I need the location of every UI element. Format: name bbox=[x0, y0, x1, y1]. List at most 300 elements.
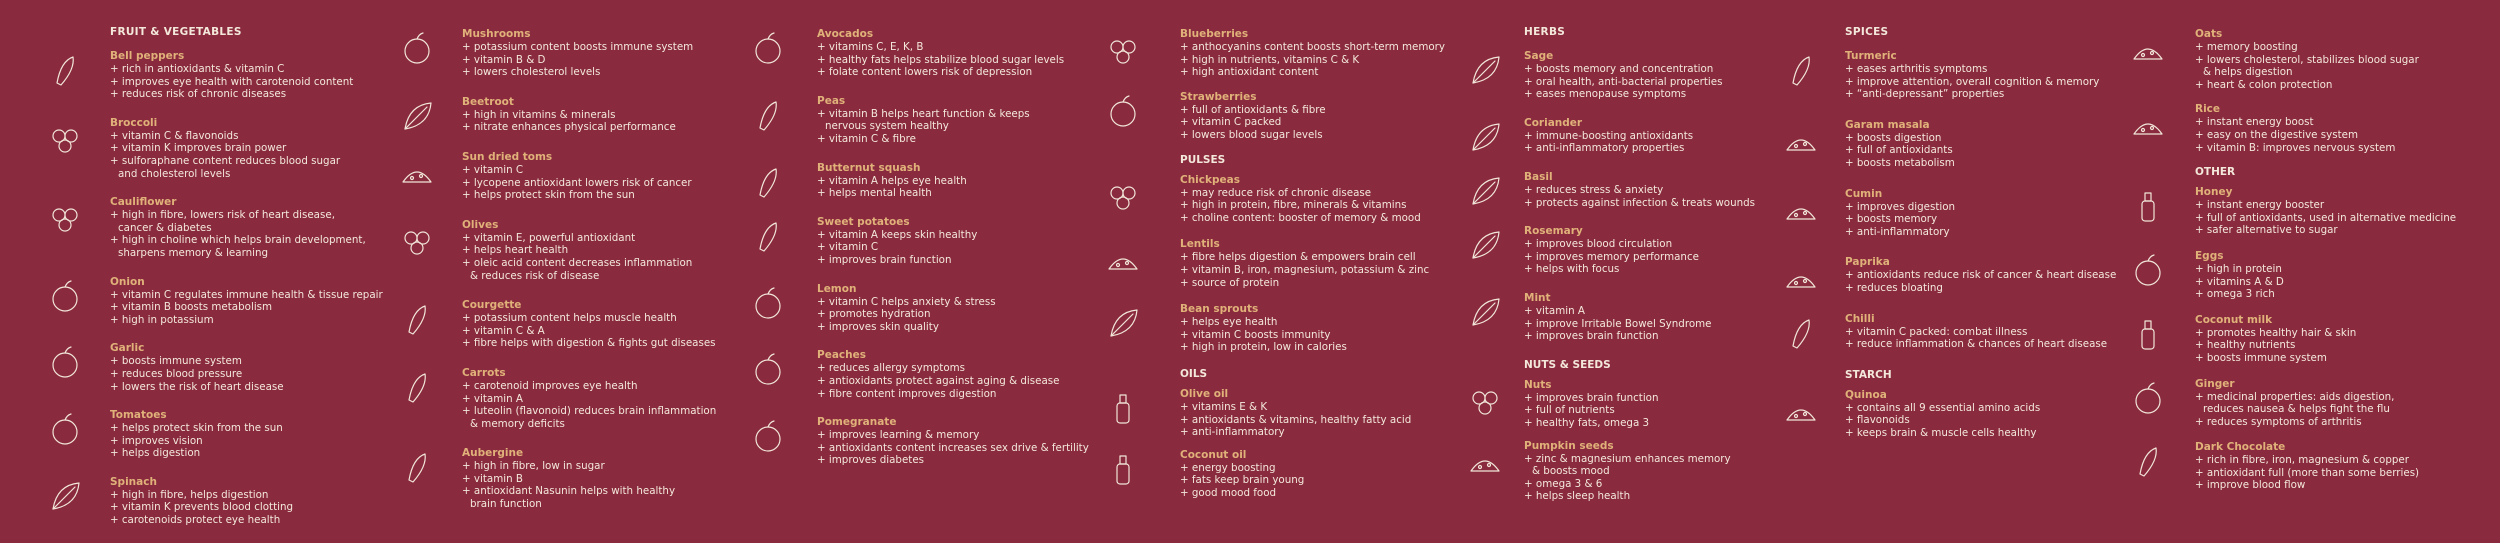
turmeric-icon bbox=[1780, 50, 1822, 92]
benefit-line: + healthy fats, omega 3 bbox=[1524, 416, 1650, 429]
food-item-name: Turmeric bbox=[1845, 50, 1897, 62]
benefit-line: + easy on the digestive system bbox=[2195, 128, 2359, 141]
section-heading-starch: STARCH bbox=[1845, 368, 1892, 381]
benefit-line: & boosts mood bbox=[1532, 465, 1610, 478]
benefit-line: and cholesterol levels bbox=[118, 167, 231, 180]
benefit-line: + helps with focus bbox=[1524, 263, 1620, 276]
food-item-name: Chilli bbox=[1845, 312, 1875, 325]
garam-masala-icon bbox=[1780, 119, 1822, 161]
food-item-name: Pumpkin seeds bbox=[1524, 439, 1614, 452]
benefit-line: + antioxidants reduce risk of cancer & heart disease bbox=[1845, 269, 2117, 282]
benefit-line: + vitamins A & D bbox=[2195, 275, 2284, 288]
benefit-line: + vitamin E, powerful antioxidant bbox=[462, 231, 636, 244]
benefit-line: + vitamin C & fibre bbox=[817, 132, 917, 145]
food-item-garlic bbox=[110, 342, 383, 393]
onion-icon bbox=[44, 276, 86, 318]
benefit-line: + zinc & magnesium enhances memory bbox=[1524, 452, 1731, 465]
benefit-line: + helps eye health bbox=[1180, 316, 1278, 329]
benefit-line: + carotenoids protect eye health bbox=[110, 514, 281, 527]
benefit-line: + oral health, anti-bacterial properties bbox=[1524, 75, 1723, 88]
benefit-line: + full of nutrients bbox=[1524, 404, 1615, 417]
food-item-name: Coconut milk bbox=[2195, 313, 2273, 326]
benefit-line: + vitamin C & A bbox=[462, 324, 545, 337]
benefit-line: brain function bbox=[470, 498, 542, 511]
food-item-name: Mushrooms bbox=[462, 28, 531, 40]
food-item-name: Broccoli bbox=[110, 116, 158, 129]
food-item-basil bbox=[1524, 171, 1755, 209]
benefit-line: + antioxidant Nasunin helps with healthy bbox=[462, 485, 676, 498]
benefit-line: + vitamin K improves brain power bbox=[110, 142, 287, 155]
benefit-line: + full of antioxidants & fibre bbox=[1180, 103, 1326, 116]
olives-icon bbox=[396, 219, 438, 261]
olive-oil-icon bbox=[1102, 388, 1144, 430]
rosemary-icon bbox=[1464, 225, 1506, 267]
benefit-line: + antioxidants & vitamins, healthy fatty acid bbox=[1180, 413, 1412, 426]
carrots-icon bbox=[396, 367, 438, 409]
food-item-name: Basil bbox=[1524, 170, 1553, 183]
quinoa-icon bbox=[1780, 389, 1822, 431]
benefit-line: + medicinal properties: aids digestion, bbox=[2195, 390, 2395, 403]
food-item-name: Quinoa bbox=[1845, 388, 1887, 401]
section-heading-other: OTHER bbox=[2195, 166, 2236, 179]
benefit-line: + vitamin C bbox=[817, 241, 879, 254]
food-item-name: Sun dried toms bbox=[462, 150, 553, 163]
food-item-name: Chickpeas bbox=[1180, 173, 1240, 186]
section-heading-herbs: HERBS bbox=[1524, 26, 1566, 38]
food-item-paprika bbox=[1845, 256, 2116, 294]
food-item-name: Pomegranate bbox=[817, 416, 897, 429]
food-item-lentils bbox=[1180, 238, 1445, 289]
food-item-carrots bbox=[462, 367, 716, 430]
food-item-name: Spinach bbox=[110, 475, 157, 488]
benefit-line: + immune-boosting antioxidants bbox=[1524, 129, 1694, 142]
oats-icon bbox=[2127, 28, 2169, 70]
benefit-line: + rich in antioxidants & vitamin C bbox=[110, 63, 285, 75]
food-item-name: Beetroot bbox=[462, 95, 514, 108]
food-item-quinoa bbox=[1845, 389, 2116, 440]
benefit-line: + sulforaphane content reduces blood sugar bbox=[110, 154, 341, 167]
benefit-line: + reduces bloating bbox=[1845, 281, 1943, 294]
benefit-line: + vitamin C regulates immune health & tissue repair bbox=[110, 288, 383, 301]
benefit-line: + luteolin (flavonoid) reduces brain inflammation bbox=[462, 405, 717, 418]
bell-peppers-icon bbox=[44, 50, 86, 92]
benefit-line: + reduces symptoms of arthritis bbox=[2195, 415, 2362, 428]
benefit-line: + improves brain function bbox=[1524, 391, 1659, 404]
food-item-name: Cumin bbox=[1845, 187, 1883, 200]
food-item-name: Onion bbox=[110, 275, 145, 288]
food-item-name: Dark Chocolate bbox=[2195, 441, 2286, 454]
food-item-ginger bbox=[2195, 378, 2456, 429]
benefit-line: + antioxidants protect against aging & disease bbox=[817, 374, 1060, 387]
food-item-name: Bean sprouts bbox=[1180, 303, 1259, 316]
benefit-line: + good mood food bbox=[1180, 486, 1277, 499]
food-item-name: Avocados bbox=[817, 28, 874, 40]
benefit-line: + improves blood circulation bbox=[1524, 238, 1673, 251]
benefit-line: + anti-inflammatory bbox=[1180, 426, 1285, 439]
benefit-line: + high in protein bbox=[2195, 262, 2282, 275]
food-item-name: Mint bbox=[1524, 291, 1551, 304]
benefit-line: + improves brain function bbox=[817, 253, 952, 266]
garlic-icon bbox=[44, 342, 86, 384]
food-item-name: Coconut oil bbox=[1180, 448, 1247, 461]
benefit-line: + lowers cholesterol, stabilizes blood sugar bbox=[2195, 53, 2419, 66]
benefit-line: + vitamin B bbox=[462, 472, 523, 485]
butternut-squash-icon bbox=[747, 162, 789, 204]
benefit-line: + eases arthritis symptoms bbox=[1845, 63, 1988, 75]
benefit-line: + improves brain function bbox=[1524, 330, 1659, 343]
eggs-icon bbox=[2127, 250, 2169, 292]
sun-dried-toms-icon bbox=[396, 151, 438, 193]
food-item-name: Sweet potatoes bbox=[817, 215, 910, 228]
benefit-line: + improves eye health with carotenoid content bbox=[110, 75, 354, 88]
benefit-line: + reduces allergy symptoms bbox=[817, 362, 966, 375]
benefit-line: sharpens memory & learning bbox=[118, 246, 269, 259]
food-item-spinach bbox=[110, 476, 383, 527]
peas-icon bbox=[747, 95, 789, 137]
food-item-dark-chocolate bbox=[2195, 441, 2456, 492]
benefit-line: + anti-inflammatory properties bbox=[1524, 142, 1685, 155]
benefit-line: + boosts memory and concentration bbox=[1524, 63, 1714, 75]
benefit-line: + fats keep brain young bbox=[1180, 474, 1305, 487]
chickpeas-icon bbox=[1102, 174, 1144, 216]
benefit-line: + promotes hydration bbox=[817, 308, 931, 321]
section-heading-spices: SPICES bbox=[1845, 26, 1889, 38]
section-heading-fruit-veg: FRUIT & VEGETABLES bbox=[110, 26, 242, 38]
food-item-rice bbox=[2195, 103, 2456, 154]
food-item-strawberries bbox=[1180, 91, 1445, 142]
food-item-name: Garlic bbox=[110, 342, 145, 355]
benefit-line: + fibre helps digestion & empowers brain cell bbox=[1180, 251, 1416, 264]
benefit-line: + instant energy booster bbox=[2195, 199, 2325, 212]
benefit-line: + protects against infection & treats wounds bbox=[1524, 196, 1756, 209]
benefit-line: + vitamin C boosts immunity bbox=[1180, 328, 1331, 341]
benefit-line: + reduces stress & anxiety bbox=[1524, 183, 1664, 196]
food-item-chilli bbox=[1845, 313, 2116, 351]
lemon-icon bbox=[747, 283, 789, 325]
benefit-line: + vitamins E & K bbox=[1180, 400, 1268, 413]
benefit-line: + vitamin C packed: combat illness bbox=[1845, 325, 2028, 338]
benefit-line: + nitrate enhances physical performance bbox=[462, 121, 676, 134]
benefit-line: + vitamin C helps anxiety & stress bbox=[817, 295, 996, 308]
cumin-icon bbox=[1780, 188, 1822, 230]
food-item-honey bbox=[2195, 186, 2456, 237]
beetroot-icon bbox=[396, 96, 438, 138]
benefit-line: + choline content: booster of memory & mood bbox=[1180, 211, 1421, 224]
food-item-sweet-potatoes bbox=[817, 216, 1089, 267]
blueberries-icon bbox=[1102, 28, 1144, 70]
benefit-line: + flavonoids bbox=[1845, 414, 1910, 427]
food-item-oats bbox=[2195, 28, 2456, 91]
benefit-line: + high in fibre, low in sugar bbox=[462, 460, 605, 473]
benefit-line: + helps heart health bbox=[462, 244, 569, 257]
sweet-potatoes-icon bbox=[747, 216, 789, 258]
fruit-veg-column-3 bbox=[817, 28, 1089, 483]
benefit-line: + energy boosting bbox=[1180, 461, 1276, 474]
benefit-line: + helps mental health bbox=[817, 187, 932, 200]
benefit-line: + improve blood flow bbox=[2195, 479, 2306, 492]
food-item-nuts bbox=[1524, 379, 1755, 430]
pumpkin-seeds-icon bbox=[1464, 440, 1506, 482]
benefit-line: + vitamin A helps eye health bbox=[817, 174, 967, 187]
food-item-avocados bbox=[817, 28, 1089, 79]
benefit-line: + anti-inflammatory bbox=[1845, 225, 1950, 238]
bean-sprouts-icon bbox=[1102, 303, 1144, 345]
benefit-line: + contains all 9 essential amino acids bbox=[1845, 401, 2041, 414]
benefit-line: + improves vision bbox=[110, 434, 203, 447]
benefit-line: + high in vitamins & minerals bbox=[462, 108, 616, 121]
food-item-mint bbox=[1524, 292, 1755, 343]
food-item-bell-peppers bbox=[110, 50, 383, 101]
coriander-icon bbox=[1464, 117, 1506, 159]
food-item-pumpkin-seeds bbox=[1524, 440, 1755, 503]
benefit-line: + improve attention, overall cognition & memory bbox=[1845, 75, 2100, 88]
food-item-name: Eggs bbox=[2195, 249, 2224, 262]
benefit-line: + helps digestion bbox=[110, 447, 201, 460]
paprika-icon bbox=[1780, 256, 1822, 298]
food-item-bean-sprouts bbox=[1180, 303, 1445, 354]
food-item-pomegranate bbox=[817, 416, 1089, 467]
benefit-line: + omega 3 & 6 bbox=[1524, 477, 1603, 490]
benefit-line: + boosts immune system bbox=[2195, 351, 2327, 364]
lentils-icon bbox=[1102, 238, 1144, 280]
section-heading-pulses: PULSES bbox=[1180, 153, 1226, 166]
food-item-name: Honey bbox=[2195, 186, 2233, 199]
food-item-courgette bbox=[462, 299, 716, 350]
section-heading-nuts-seeds: NUTS & SEEDS bbox=[1524, 358, 1611, 371]
benefit-line: + high in nutrients, vitamins C & K bbox=[1180, 53, 1360, 66]
food-item-name: Butternut squash bbox=[817, 161, 921, 174]
benefit-line: + promotes healthy hair & skin bbox=[2195, 326, 2357, 339]
food-item-name: Olives bbox=[462, 218, 499, 231]
food-item-peas bbox=[817, 95, 1089, 146]
benefit-line: nervous system healthy bbox=[825, 120, 949, 133]
benefit-line: + vitamin C & flavonoids bbox=[110, 129, 239, 142]
benefit-line: + high in potassium bbox=[110, 313, 214, 326]
rice-icon bbox=[2127, 103, 2169, 145]
benefit-line: + vitamin B: improves nervous system bbox=[2195, 141, 2396, 154]
food-item-name: Nuts bbox=[1524, 378, 1552, 391]
food-item-olive-oil bbox=[1180, 388, 1445, 439]
benefit-line: + heart & colon protection bbox=[2195, 78, 2333, 91]
benefit-line: + vitamin B helps heart function & keeps bbox=[817, 107, 1030, 120]
sage-icon bbox=[1464, 50, 1506, 92]
food-item-tomatoes bbox=[110, 409, 383, 460]
food-item-name: Sage bbox=[1524, 50, 1554, 62]
food-item-lemon bbox=[817, 283, 1089, 334]
food-item-name: Bell peppers bbox=[110, 50, 185, 62]
benefit-line: + improves memory performance bbox=[1524, 250, 1699, 263]
benefit-line: + high in fibre, lowers risk of heart disease, bbox=[110, 209, 335, 222]
food-item-name: Lentils bbox=[1180, 238, 1220, 251]
fruit-veg-column-2 bbox=[462, 28, 716, 528]
berries-pulses-oils-column bbox=[1180, 28, 1445, 509]
coconut-milk-icon bbox=[2127, 314, 2169, 356]
benefit-line: + antioxidants content increases sex drive & fertility bbox=[817, 441, 1089, 454]
benefit-line: + reduces blood pressure bbox=[110, 367, 243, 380]
courgette-icon bbox=[396, 299, 438, 341]
benefit-line: + omega 3 rich bbox=[2195, 288, 2275, 301]
benefit-line: + improves learning & memory bbox=[817, 429, 980, 442]
benefit-line: + boosts memory bbox=[1845, 213, 1938, 226]
food-item-name: Ginger bbox=[2195, 377, 2235, 390]
benefit-line: + instant energy boost bbox=[2195, 116, 2314, 129]
peaches-icon bbox=[747, 349, 789, 391]
benefit-line: + helps sleep health bbox=[1524, 490, 1631, 503]
tomatoes-icon bbox=[44, 409, 86, 451]
grains-other-column bbox=[2195, 28, 2456, 505]
benefit-line: + “anti-depressant” properties bbox=[1845, 88, 2005, 101]
food-item-name: Carrots bbox=[462, 366, 506, 379]
honey-icon bbox=[2127, 186, 2169, 228]
food-item-cauliflower bbox=[110, 196, 383, 259]
food-item-name: Coriander bbox=[1524, 116, 1583, 129]
food-item-name: Aubergine bbox=[462, 447, 524, 460]
food-item-eggs bbox=[2195, 250, 2456, 301]
benefit-line: & memory deficits bbox=[470, 417, 565, 430]
herbs-nuts-column bbox=[1524, 26, 1755, 513]
benefit-line: + improve Irritable Bowel Syndrome bbox=[1524, 317, 1712, 330]
benefit-line: + vitamin A keeps skin healthy bbox=[817, 228, 978, 241]
benefit-line: + vitamin C bbox=[462, 163, 524, 176]
benefit-line: + carotenoid improves eye health bbox=[462, 379, 638, 392]
benefit-line: + vitamin B & D bbox=[462, 53, 546, 66]
benefit-line: + fibre content improves digestion bbox=[817, 387, 997, 400]
food-item-sun-dried-toms bbox=[462, 151, 716, 202]
benefit-line: + potassium content boosts immune system bbox=[462, 41, 694, 53]
broccoli-icon bbox=[44, 117, 86, 159]
benefit-line: + potassium content helps muscle health bbox=[462, 312, 677, 325]
benefit-line: + anthocyanins content boosts short-term memory bbox=[1180, 41, 1446, 53]
pomegranate-icon bbox=[747, 416, 789, 458]
benefit-line: & helps digestion bbox=[2203, 66, 2293, 79]
mushrooms-icon bbox=[396, 28, 438, 70]
food-item-name: Rosemary bbox=[1524, 225, 1583, 238]
benefit-line: + high antioxidant content bbox=[1180, 66, 1319, 79]
aubergine-icon bbox=[396, 447, 438, 489]
nuts-icon bbox=[1464, 379, 1506, 421]
food-item-olives bbox=[462, 219, 716, 282]
food-item-peaches bbox=[817, 349, 1089, 400]
benefit-line: + vitamin B, iron, magnesium, potassium & zinc bbox=[1180, 263, 1430, 276]
food-item-name: Peaches bbox=[817, 349, 866, 362]
benefit-line: + safer alternative to sugar bbox=[2195, 224, 2338, 237]
food-item-aubergine bbox=[462, 447, 716, 510]
food-item-coriander bbox=[1524, 117, 1755, 155]
benefit-line: + boosts immune system bbox=[110, 355, 242, 368]
benefit-line: + helps protect skin from the sun bbox=[110, 422, 283, 435]
food-item-cumin bbox=[1845, 188, 2116, 239]
food-item-mushrooms bbox=[462, 28, 716, 79]
benefit-line: + antioxidant full (more than some berries) bbox=[2195, 466, 2420, 479]
benefit-line: + lowers blood sugar levels bbox=[1180, 128, 1323, 141]
food-item-name: Tomatoes bbox=[110, 409, 167, 422]
benefit-line: + improves skin quality bbox=[817, 320, 939, 333]
fruit-veg-column bbox=[110, 26, 383, 543]
food-item-name: Cauliflower bbox=[110, 196, 177, 209]
spices-starch-column bbox=[1845, 26, 2116, 450]
cauliflower-icon bbox=[44, 196, 86, 238]
food-item-chickpeas bbox=[1180, 174, 1445, 225]
benefit-line: + high in protein, low in calories bbox=[1180, 341, 1347, 354]
benefit-line: + lowers cholesterol levels bbox=[462, 66, 601, 79]
benefit-line: + vitamin C packed bbox=[1180, 116, 1282, 129]
benefit-line: + vitamin B boosts metabolism bbox=[110, 301, 273, 314]
strawberries-icon bbox=[1102, 91, 1144, 133]
food-item-butternut-squash bbox=[817, 162, 1089, 200]
spinach-icon bbox=[44, 476, 86, 518]
benefit-line: + folate content lowers risk of depression bbox=[817, 66, 1033, 79]
benefit-line: + vitamin K prevents blood clotting bbox=[110, 501, 294, 514]
food-item-broccoli bbox=[110, 117, 383, 180]
ginger-icon bbox=[2127, 378, 2169, 420]
basil-icon bbox=[1464, 171, 1506, 213]
benefit-line: + healthy fats helps stabilize blood sugar levels bbox=[817, 53, 1065, 66]
food-item-name: Strawberries bbox=[1180, 90, 1257, 103]
chilli-icon bbox=[1780, 313, 1822, 355]
benefit-line: + boosts metabolism bbox=[1845, 156, 1955, 169]
dark-chocolate-icon bbox=[2127, 441, 2169, 483]
food-item-beetroot bbox=[462, 96, 716, 134]
benefit-line: + reduces risk of chronic diseases bbox=[110, 88, 287, 101]
benefit-line: + full of antioxidants, used in alternative medicine bbox=[2195, 211, 2457, 224]
benefit-line: + oleic acid content decreases inflammation bbox=[462, 256, 693, 269]
benefit-line: + helps protect skin from the sun bbox=[462, 189, 635, 202]
benefit-line: + memory boosting bbox=[2195, 41, 2298, 53]
benefit-line: + lycopene antioxidant lowers risk of cancer bbox=[462, 176, 692, 189]
food-item-garam-masala bbox=[1845, 119, 2116, 170]
food-item-sage bbox=[1524, 50, 1755, 101]
benefit-line: + fibre helps with digestion & fights gut diseases bbox=[462, 337, 716, 350]
food-item-name: Garam masala bbox=[1845, 118, 1930, 131]
benefit-line: + vitamin A bbox=[462, 392, 523, 405]
food-item-name: Peas bbox=[817, 94, 846, 107]
benefit-line: + high in protein, fibre, minerals & vitamins bbox=[1180, 199, 1407, 212]
benefit-line: + lowers the risk of heart disease bbox=[110, 380, 284, 393]
benefit-line: + vitamin A bbox=[1524, 304, 1585, 317]
benefit-line: + full of antioxidants bbox=[1845, 144, 1953, 157]
food-item-name: Courgette bbox=[462, 299, 522, 312]
benefit-line: & reduces risk of disease bbox=[470, 269, 600, 282]
benefit-line: + source of protein bbox=[1180, 276, 1280, 289]
benefit-line: + reduce inflammation & chances of heart disease bbox=[1845, 338, 2108, 351]
benefit-line: + rich in fibre, iron, magnesium & copper bbox=[2195, 454, 2409, 467]
food-item-name: Lemon bbox=[817, 282, 857, 295]
benefit-line: + high in fibre, helps digestion bbox=[110, 488, 269, 501]
food-item-name: Oats bbox=[2195, 28, 2223, 40]
benefit-line: reduces nausea & helps fight the flu bbox=[2203, 403, 2390, 416]
food-item-turmeric bbox=[1845, 50, 2116, 101]
food-item-name: Rice bbox=[2195, 103, 2221, 116]
benefit-line: + healthy nutrients bbox=[2195, 339, 2296, 352]
food-item-coconut-milk bbox=[2195, 314, 2456, 365]
food-item-name: Olive oil bbox=[1180, 387, 1229, 400]
benefit-line: + keeps brain & muscle cells healthy bbox=[1845, 426, 2037, 439]
benefit-line: + vitamins C, E, K, B bbox=[817, 41, 924, 53]
food-item-coconut-oil bbox=[1180, 449, 1445, 500]
coconut-oil-icon bbox=[1102, 449, 1144, 491]
section-heading-oils: OILS bbox=[1180, 367, 1208, 380]
food-item-name: Paprika bbox=[1845, 256, 1890, 269]
food-item-name: Blueberries bbox=[1180, 28, 1249, 40]
food-item-onion bbox=[110, 276, 383, 327]
avocados-icon bbox=[747, 28, 789, 70]
food-item-blueberries bbox=[1180, 28, 1445, 79]
benefit-line: + improves digestion bbox=[1845, 200, 1956, 213]
benefit-line: + improves diabetes bbox=[817, 454, 925, 467]
food-item-rosemary bbox=[1524, 225, 1755, 276]
benefit-line: + may reduce risk of chronic disease bbox=[1180, 186, 1372, 199]
benefit-line: + boosts digestion bbox=[1845, 131, 1942, 144]
